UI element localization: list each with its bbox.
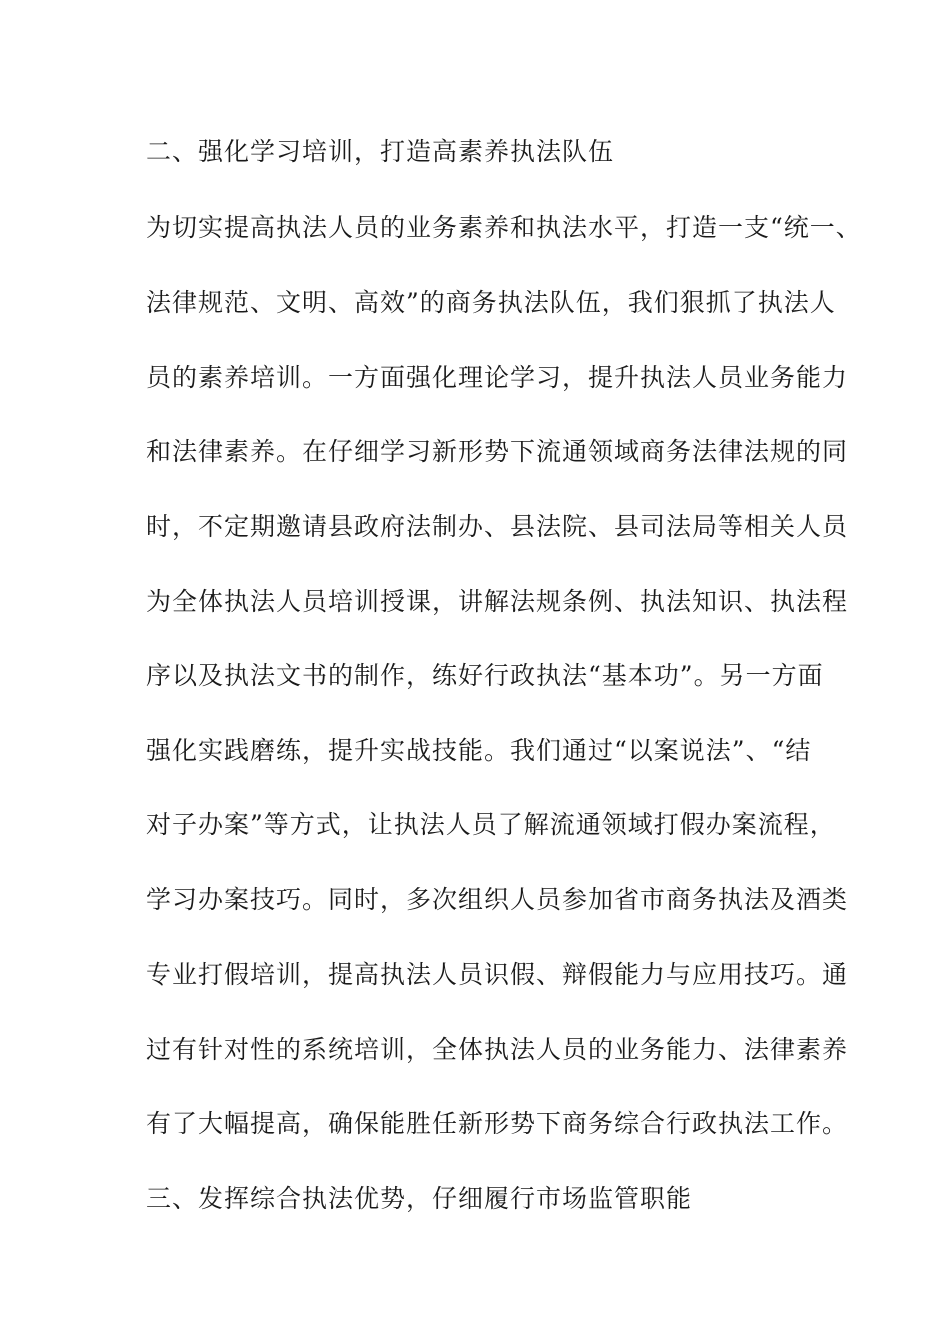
paragraph-line: 有了大幅提高，确保能胜任新形势下商务综合行政执法工作。: [146, 1109, 849, 1138]
paragraph-line: 对子办案”等方式，让执法人员了解流通领域打假办案流程，: [146, 810, 836, 839]
paragraph-line: 学习办案技巧。同时，多次组织人员参加省市商务执法及酒类: [146, 885, 849, 914]
paragraph-line: 强化实践磨练，提升实战技能。我们通过“以案说法”、“结: [146, 736, 812, 765]
paragraph-line: 和法律素养。在仔细学习新形势下流通领域商务法律法规的同: [146, 437, 849, 466]
paragraph-line: 过有针对性的系统培训，全体执法人员的业务能力、法律素养: [146, 1035, 849, 1064]
paragraph-line: 专业打假培训，提高执法人员识假、辩假能力与应用技巧。通: [146, 960, 849, 989]
paragraph-line: 序以及执法文书的制作，练好行政执法“基本功”。另一方面: [146, 661, 824, 690]
paragraph-line: 为全体执法人员培训授课，讲解法规条例、执法知识、执法程: [146, 587, 849, 616]
section-heading-3: 三、发挥综合执法优势，仔细履行市场监管职能: [146, 1184, 693, 1213]
section-heading-2: 二、强化学习培训，打造高素养执法队伍: [146, 137, 615, 166]
paragraph-line: 为切实提高执法人员的业务素养和执法水平，打造一支“统一、: [146, 213, 862, 242]
paragraph-line: 法律规范、文明、高效”的商务执法队伍，我们狠抓了执法人: [146, 288, 836, 317]
paragraph-line: 员的素养培训。一方面强化理论学习，提升执法人员业务能力: [146, 363, 849, 392]
paragraph-line: 时，不定期邀请县政府法制办、县法院、县司法局等相关人员: [146, 512, 849, 541]
